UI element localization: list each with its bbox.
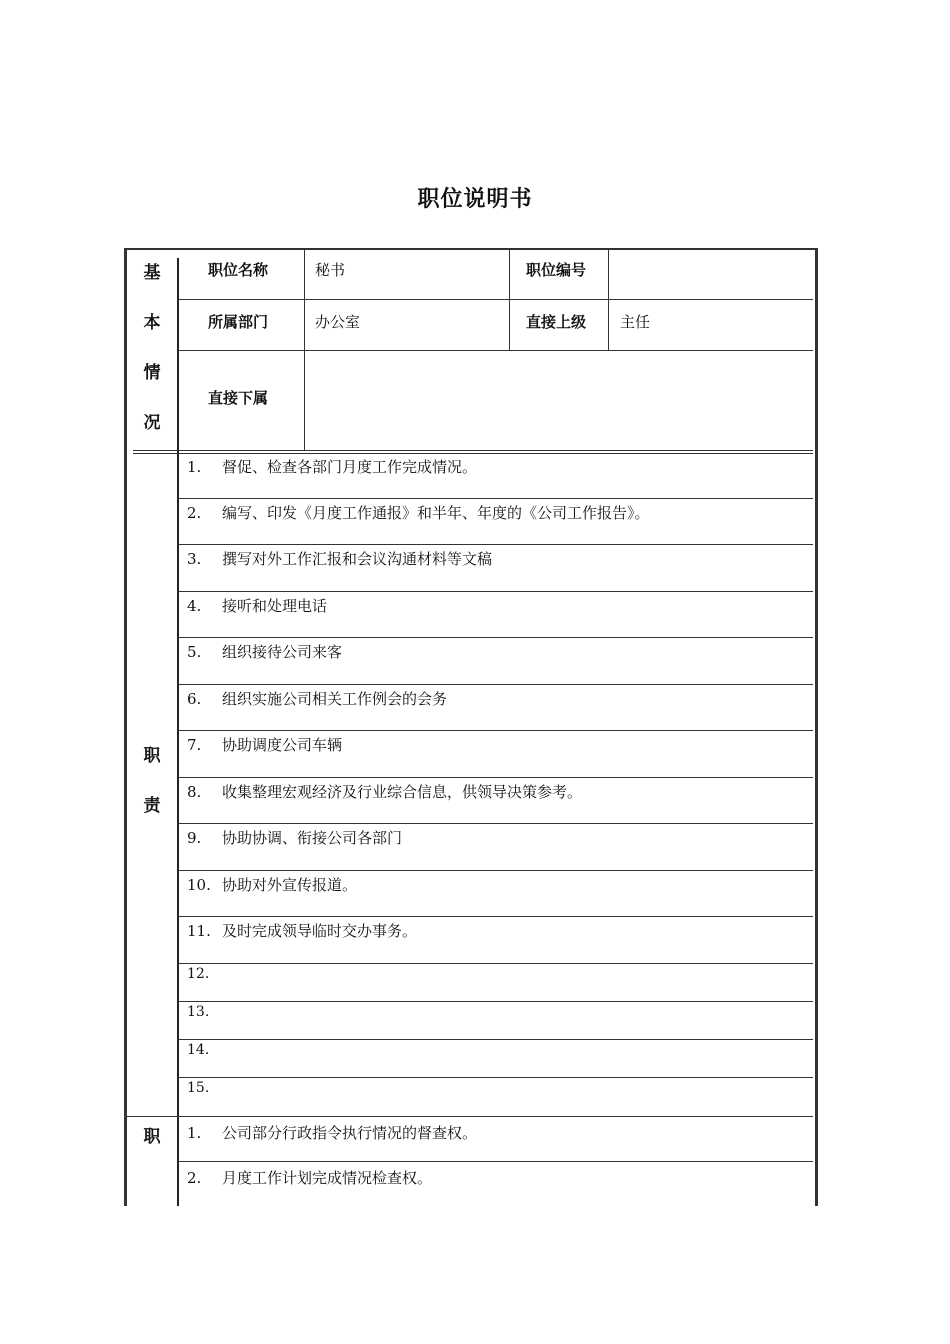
basic-section-bottom — [133, 453, 813, 454]
duties-section-label-2: 责 — [143, 796, 161, 816]
duty-empty-item: 14. — [187, 1042, 210, 1058]
duty-empty-item: 15. — [187, 1080, 210, 1096]
duty-item-text: 督促、检查各部门月度工作完成情况。 — [222, 458, 478, 476]
position-name-label: 职位名称 — [208, 261, 269, 279]
duty-row-divider — [178, 730, 813, 731]
supervisor-label: 直接上级 — [526, 313, 587, 331]
section-column-divider — [177, 258, 179, 1206]
position-name-value: 秘书 — [315, 261, 346, 279]
basic-section-label-1: 基 — [143, 263, 161, 283]
duty-item — [187, 502, 650, 523]
supervisor-value: 主任 — [620, 313, 651, 331]
authority-item — [187, 1122, 477, 1143]
authority-item-number: 1. — [187, 1124, 202, 1142]
duty-item-text: 收集整理宏观经济及行业综合信息，供领导决策参考。 — [222, 783, 583, 801]
duties-section-label-1: 职 — [143, 746, 161, 766]
duty-row-divider — [178, 544, 813, 545]
duty-empty-item: 12. — [187, 966, 210, 982]
duty-item-text: 撰写对外工作汇报和会议沟通材料等文稿 — [222, 550, 493, 568]
duty-item-number: 1. — [187, 458, 202, 476]
department-label: 所属部门 — [208, 313, 269, 331]
position-code-label: 职位编号 — [526, 261, 587, 279]
basic-section-bottom — [133, 450, 813, 451]
duty-item-text: 组织接待公司来客 — [222, 643, 343, 661]
duty-item-number: 8. — [187, 783, 202, 801]
duty-item — [187, 920, 417, 941]
duty-item-text: 组织实施公司相关工作例会的会务 — [222, 690, 448, 708]
duty-item-number: 2. — [187, 504, 202, 522]
duty-row-divider — [178, 637, 813, 638]
duty-row-divider — [178, 1001, 813, 1002]
authority-section-label-1: 职 — [143, 1127, 161, 1147]
duty-row-divider — [178, 916, 813, 917]
duty-item-text: 协助调度公司车辆 — [222, 736, 343, 754]
duty-item-number: 3. — [187, 550, 202, 568]
duty-item-text: 编写、印发《月度工作通报》和半年、年度的《公司工作报告》。 — [222, 504, 650, 522]
duty-item-text: 及时完成领导临时交办事务。 — [222, 922, 418, 940]
duty-row-divider — [178, 870, 813, 871]
basic-section-label-3: 情 — [143, 363, 161, 383]
authority-row-divider — [178, 1161, 813, 1162]
duty-item — [187, 688, 447, 709]
duty-row-divider — [178, 963, 813, 964]
duty-item — [187, 874, 357, 895]
duty-item — [187, 734, 342, 755]
duty-item — [187, 641, 342, 662]
duty-item-number: 7. — [187, 736, 202, 754]
duty-item — [187, 456, 477, 477]
duty-item-text: 协助对外宣传报道。 — [222, 876, 358, 894]
duty-row-divider — [178, 684, 813, 685]
duty-item — [187, 548, 492, 569]
duty-item-text: 接听和处理电话 — [222, 597, 328, 615]
authority-item — [187, 1167, 432, 1188]
duty-item-number: 10. — [187, 876, 211, 894]
basic-section-label-4: 况 — [143, 413, 161, 433]
duty-row-divider — [178, 1077, 813, 1078]
duty-item-number: 9. — [187, 829, 202, 847]
duty-row-divider — [178, 823, 813, 824]
duty-item-number: 6. — [187, 690, 202, 708]
duty-row-divider — [178, 591, 813, 592]
duty-item — [187, 827, 402, 848]
basic-grid-line — [509, 250, 510, 350]
duty-item — [187, 595, 327, 616]
authority-item-text: 公司部分行政指令执行情况的督查权。 — [222, 1124, 478, 1142]
duty-item-number: 11. — [187, 922, 211, 940]
authority-item-number: 2. — [187, 1169, 202, 1187]
page-title: 职位说明书 — [417, 187, 533, 212]
duty-row-divider — [178, 1039, 813, 1040]
duty-item — [187, 781, 582, 802]
basic-section-label-2: 本 — [143, 313, 161, 333]
duty-item-number: 5. — [187, 643, 202, 661]
department-value: 办公室 — [315, 313, 361, 331]
duty-row-divider — [178, 777, 813, 778]
authority-section-top — [125, 1116, 813, 1117]
subordinates-label: 直接下属 — [208, 389, 269, 407]
duty-row-divider — [178, 498, 813, 499]
authority-item-text: 月度工作计划完成情况检查权。 — [222, 1169, 433, 1187]
duty-item-text: 协助协调、衔接公司各部门 — [222, 829, 403, 847]
basic-grid-line — [608, 250, 609, 350]
duty-item-number: 4. — [187, 597, 202, 615]
basic-grid-line — [178, 350, 813, 351]
basic-grid-line — [178, 299, 813, 300]
duty-empty-item: 13. — [187, 1004, 210, 1020]
